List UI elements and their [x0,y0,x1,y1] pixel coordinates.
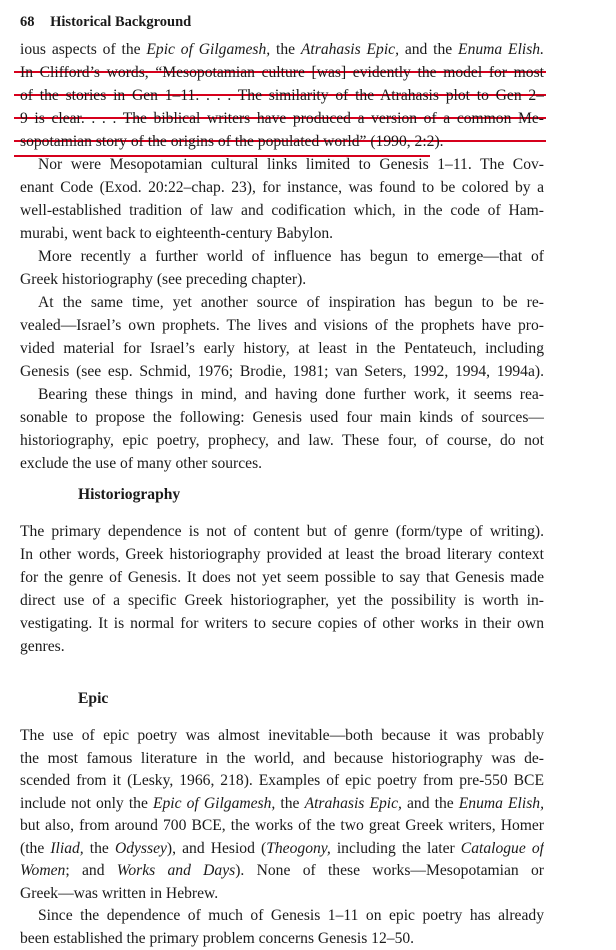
text-line: of the stories in Gen 1–11. . . . The similarity of the Atrahasis plot to Gen 2– [20,87,544,104]
text-line: 9 is clear. . . . The biblical writers have produced a version of a common Me- [20,110,544,127]
text-line: The use of epic poetry was almost inevitable—both because it was probably [20,727,544,744]
text-line: include not only the Epic of Gilgamesh, the Atrahasis Epic, and the Enuma Elish, [20,794,544,812]
text-line: sonable to propose the following: Genesis used four main kinds of sources— [20,409,544,426]
text-line: ious aspects of the Epic of Gilgamesh, the Atrahasis Epic, and the Enuma Elish. [20,41,544,58]
text-line: for the genre of Genesis. It does not yet seem possible to say that Genesis made [20,569,544,586]
text-line: genres. [20,638,65,655]
text-line: enant Code (Exod. 20:22–chap. 23), for instance, was found to be colored by a [20,179,544,196]
text-line: More recently a further world of influence has begun to emerge—that of [38,248,544,265]
text-line: murabi, went back to eighteenth-century Babylon. [20,225,334,242]
text-line: Bearing these things in mind, and having done further work, it seems rea- [38,386,544,403]
section-heading-historiography: Historiography [78,486,181,503]
text-line: been established the primary problem concerns Genesis 12–50. [20,929,415,947]
text-line: Greek—was written in Hebrew. [20,884,219,902]
text-line: sopotamian story of the origins of the populated world” (1990, 2:2). [20,133,444,150]
text-line: At the same time, yet another source of inspiration has begun to be re- [38,294,544,311]
text-line: the most famous literature in the world, and because historiography was de- [20,749,544,767]
running-title: Historical Background [50,14,192,30]
text-line: The primary dependence is not of content but of genre (form/type of writing). [20,523,544,540]
text-line: (the Iliad, the Odyssey), and Hesiod (Theogony, including the later Catalogue of [20,839,544,857]
text-line: scended from it (Lesky, 1966, 218). Examples of epic poetry from pre-550 BCE [20,772,544,789]
text-line: exclude the use of many other sources. [20,455,263,472]
text-line: Since the dependence of much of Genesis 1–11 on epic poetry has already [38,907,544,924]
text-line: Nor were Mesopotamian cultural links limited to Genesis 1–11. The Cov- [38,156,544,173]
text-line: In other words, Greek historiography provided at least the broad literary context [20,546,544,563]
text-line: Greek historiography (see preceding chapter). [20,271,307,288]
text-line: vealed—Israel’s own prophets. The lives and visions of the prophets have pro- [20,317,544,334]
text-line: direct use of a specific Greek historiographer, yet the possibility is worth in- [20,592,544,609]
text-line: well-established tradition of law and codification which, in the code of Ham- [20,202,544,219]
page-number: 68 [20,14,35,30]
text-line: historiography, epic poetry, prophecy, and law. These four, of course, do not [20,432,544,449]
section-heading-epic: Epic [78,690,109,707]
text-line: vestigating. It is normal for writers to secure copies of other works in their own [20,615,544,632]
text-line: In Clifford’s words, “Mesopotamian culture [was] evidently the model for most [20,64,544,81]
running-header [20,14,191,31]
text-line: Genesis (see esp. Schmid, 1976; Brodie, 1981; van Seters, 1992, 1994, 1994a). [20,363,544,380]
text-line: but also, from around 700 BCE, the works of the two great Greek writers, Homer [20,817,544,834]
text-line: vided material for Israel’s early history, at least in the Pentateuch, including [20,340,544,357]
text-line: Women; and Works and Days). None of these works—Mesopotamian or [20,862,544,879]
